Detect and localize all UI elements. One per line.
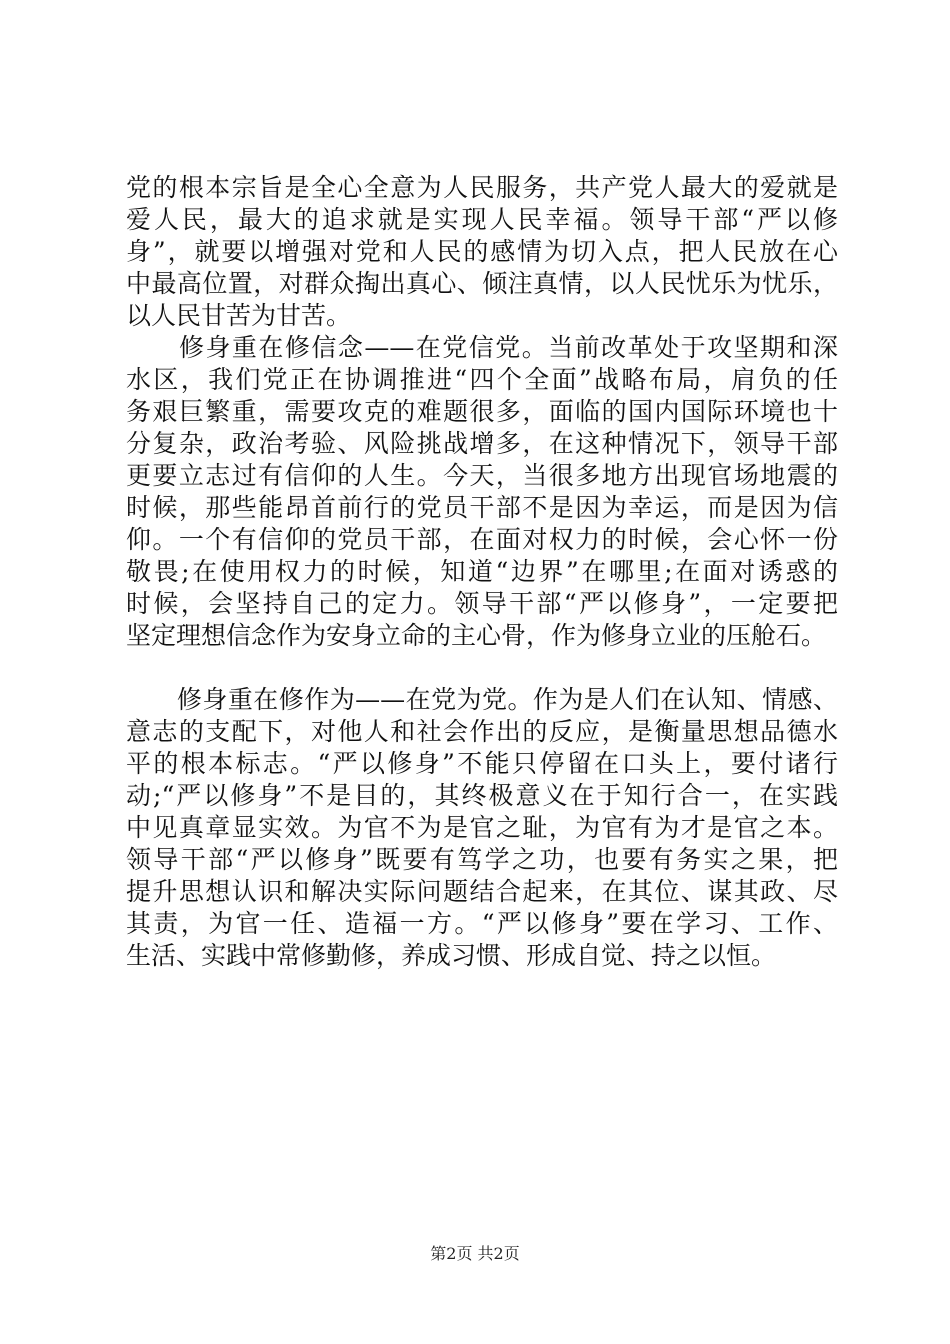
text-line: 坚定理想信念作为安身立命的主心骨，作为修身立业的压舱石。 — [126, 621, 827, 650]
text-line: 修身重在修信念——在党信党。当前改革处于攻坚期和深 — [126, 333, 838, 362]
paragraph-spacer — [126, 652, 838, 684]
paragraph-1 — [126, 172, 838, 332]
text-line: 提升思想认识和解决实际问题结合起来，在其位、谋其政、尽 — [126, 877, 838, 906]
text-line: 其责，为官一任、造福一方。“严以修身”要在学习、工作、 — [126, 909, 838, 938]
text-line: 爱人民，最大的追求就是实现人民幸福。领导干部“严以修 — [126, 205, 838, 234]
text-line: 生活、实践中常修勤修，养成习惯、形成自觉、持之以恒。 — [126, 941, 777, 970]
text-line: 以人民甘苦为甘苦。 — [126, 301, 352, 330]
text-line: 平的根本标志。“严以修身”不能只停留在口头上，要付诸行 — [126, 749, 838, 778]
text-line: 分复杂，政治考验、风险挑战增多，在这种情况下，领导干部 — [126, 429, 838, 458]
text-line: 动;“严以修身”不是目的，其终极意义在于知行合一，在实践 — [126, 781, 838, 810]
text-line: 水区，我们党正在协调推进“四个全面”战略布局，肩负的任 — [126, 365, 838, 394]
text-line: 敬畏;在使用权力的时候，知道“边界”在哪里;在面对诱惑的 — [126, 557, 838, 586]
text-line: 党的根本宗旨是全心全意为人民服务，共产党人最大的爱就是 — [126, 173, 838, 202]
text-line: 修身重在修作为——在党为党。作为是人们在认知、情感、 — [126, 685, 838, 714]
text-line: 仰。一个有信仰的党员干部，在面对权力的时候，会心怀一份 — [126, 525, 838, 554]
text-line: 时候，那些能昂首前行的党员干部不是因为幸运，而是因为信 — [126, 493, 838, 522]
text-line: 更要立志过有信仰的人生。今天，当很多地方出现官场地震的 — [126, 461, 838, 490]
text-line: 中见真章显实效。为官不为是官之耻，为官有为才是官之本。 — [126, 813, 838, 842]
text-line: 身”，就要以增强对党和人民的感情为切入点，把人民放在心 — [126, 237, 838, 266]
page-number-footer: 第2页 共2页 — [430, 1244, 520, 1263]
paragraph-2 — [126, 332, 838, 652]
paragraph-3 — [126, 684, 838, 972]
text-line: 务艰巨繁重，需要攻克的难题很多，面临的国内国际环境也十 — [126, 397, 838, 426]
text-line: 领导干部“严以修身”既要有笃学之功，也要有务实之果，把 — [126, 845, 838, 874]
document-body — [126, 172, 838, 972]
text-line: 意志的支配下，对他人和社会作出的反应，是衡量思想品德水 — [126, 717, 838, 746]
text-line: 中最高位置，对群众掏出真心、倾注真情，以人民忧乐为忧乐， — [126, 269, 838, 298]
text-line: 时候，会坚持自己的定力。领导干部“严以修身”，一定要把 — [126, 589, 838, 618]
